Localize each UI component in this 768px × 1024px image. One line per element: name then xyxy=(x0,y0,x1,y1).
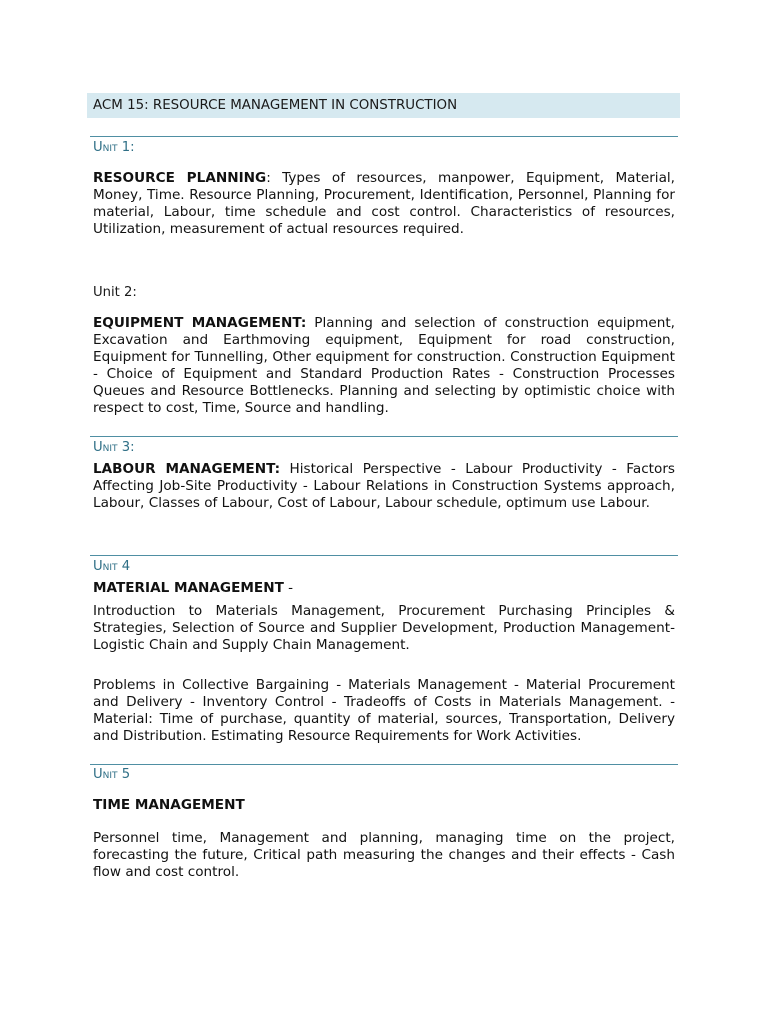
unit-4-paragraph-2: Problems in Collective Bargaining - Materials Management - Material Procurement and Delivery - Inventory Control - Tradeoffs of Costs in Materials Management. - Material: Time of purchase, quantity of material, sources, Transportation, Delivery and Distribution. Estimating Resource Requirements for Work Activities. xyxy=(93,677,675,744)
unit-5-paragraph: Personnel time, Management and planning, managing time on the project, forecasting the future, Critical path measuring the changes and their effects - Cash flow and cost control. xyxy=(93,830,675,880)
unit-2-label: Unit 2: xyxy=(93,285,137,300)
unit-3-paragraph xyxy=(93,461,675,512)
unit-4-paragraph-1: Introduction to Materials Management, Procurement Purchasing Principles & Strategies, Selection of Source and Supplier Development, Production Management-Logistic Chain and Supply Chain Management. xyxy=(93,603,675,653)
unit-1-divider xyxy=(90,136,678,137)
unit-5-heading: TIME MANAGEMENT xyxy=(93,797,245,813)
document-title: ACM 15: RESOURCE MANAGEMENT IN CONSTRUCTION xyxy=(93,98,458,113)
unit-3-divider xyxy=(90,436,678,437)
unit-1-paragraph xyxy=(93,170,675,238)
unit-2-paragraph xyxy=(93,315,675,417)
unit-3-label: Unit 3: xyxy=(93,440,135,455)
unit-1-label: Unit 1: xyxy=(93,140,135,155)
unit-1-heading: RESOURCE PLANNING xyxy=(93,170,267,186)
unit-5-label: Unit 5 xyxy=(93,767,131,782)
unit-3-body: Historical Perspective - Labour Productivity - Factors Affecting Job-Site Productivity - Labour Relations in Construction Systems approach, Labour, Classes of Labour, Cost of Labour, Labour schedule, optimum use Labour. xyxy=(93,461,675,511)
unit-1-body: : Types of resources, manpower, Equipment, Material, Money, Time. Resource Planning, Procurement, Identification, Personnel, Planning for material, Labour, time schedule and cost control. Characteristics of resources, Utilization, measurement of actual resources required. xyxy=(93,170,676,237)
unit-3-heading: LABOUR MANAGEMENT: xyxy=(93,461,281,477)
unit-4-label: Unit 4 xyxy=(93,559,131,574)
unit-2-body: Planning and selection of construction equipment, Excavation and Earthmoving equipment, Equipment for road construction, Equipment for Tunnelling, Other equipment for construction. Construction Equipment - Choice of Equipment and Standard Production Rates - Construction Processes Queues and Resource Bottlenecks. Planning and selecting by optimistic choice with respect to cost, Time, Source and handling. xyxy=(93,315,675,416)
unit-4-divider xyxy=(90,555,678,556)
unit-4-heading-line xyxy=(93,580,293,597)
unit-2-heading: EQUIPMENT MANAGEMENT: xyxy=(93,315,307,331)
unit-4-heading-dash: - xyxy=(283,580,294,596)
document-title-bar xyxy=(87,93,680,118)
unit-5-divider xyxy=(90,764,678,765)
unit-4-heading: MATERIAL MANAGEMENT xyxy=(93,580,284,596)
